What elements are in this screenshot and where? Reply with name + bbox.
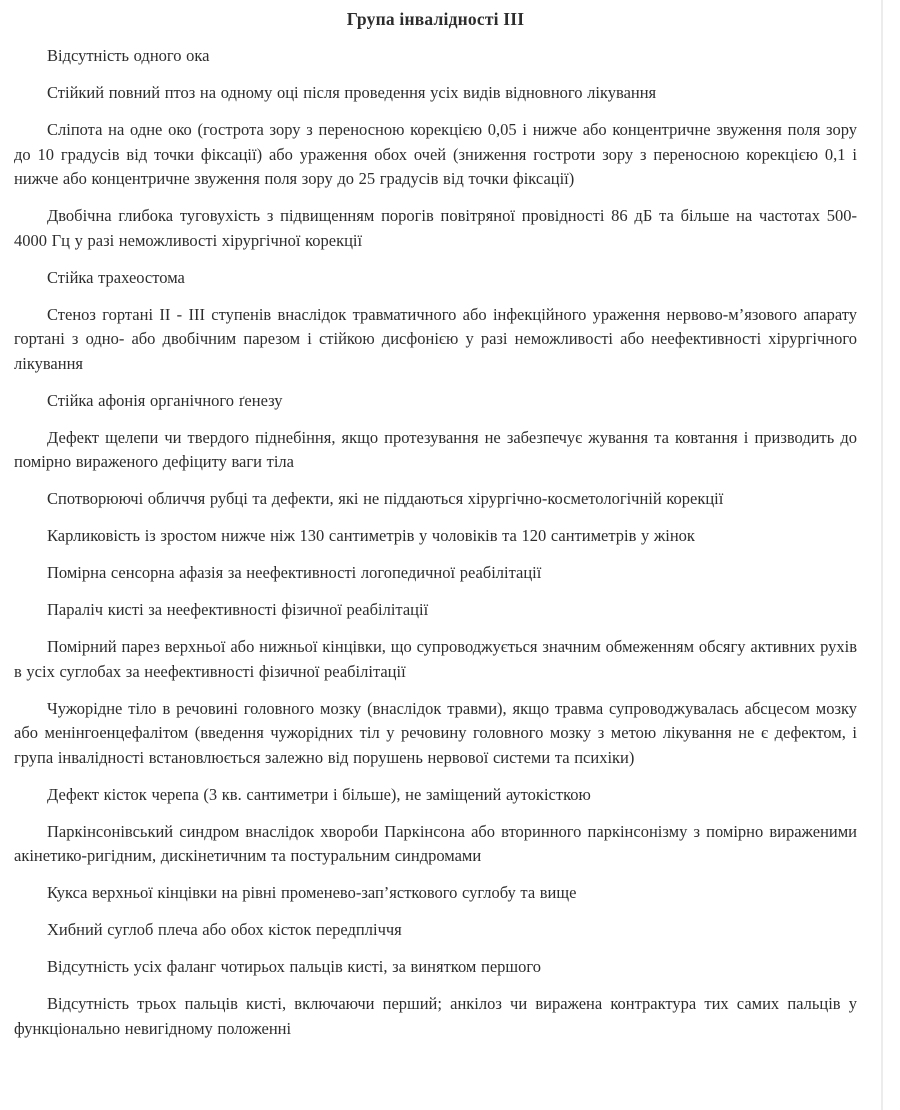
paragraph: Стеноз гортані II - III ступенів внаслідок травматичного або інфекційного ураження нервово-м’язового апарату гортані з одно- або двобічним парезом і стійкою дисфонією у разі неможливості або неефективності хірургічного лікування xyxy=(14,304,857,373)
paragraph: Чужорідне тіло в речовині головного мозку (внаслідок травми), якщо травма супроводжувалась абсцесом мозку або менінгоенцефалітом (введення чужорідних тіл у речовину головного мозку з метою лікування не є дефектом, і група інвалідності встановлюється залежно від порушень нервової системи та психіки) xyxy=(14,698,857,767)
paragraph: Відсутність одного ока xyxy=(47,46,210,65)
paragraph: Хибний суглоб плеча або обох кісток передпліччя xyxy=(47,920,402,939)
paragraph: Кукса верхньої кінцівки на рівні променево-зап’ясткового суглобу та вище xyxy=(47,883,577,902)
paragraph: Помірна сенсорна афазія за неефективності логопедичної реабілітації xyxy=(47,563,542,582)
paragraph: Дефект щелепи чи твердого піднебіння, якщо протезування не забезпечує жування та ковтання і призводить до помірно вираженого дефіциту ваги тіла xyxy=(14,427,857,471)
paragraph: Спотворюючі обличчя рубці та дефекти, які не піддаються хірургічно-косметологічній корекції xyxy=(47,489,724,508)
paragraph: Карликовість із зростом нижче ніж 130 сантиметрів у чоловіків та 120 сантиметрів у жінок xyxy=(47,526,695,545)
paragraph: Двобічна глибока туговухість з підвищенням порогів повітряної провідності 86 дБ та більше на частотах 500-4000 Гц у разі неможливості хірургічної корекції xyxy=(14,206,857,250)
paragraph: Параліч кисті за неефективності фізичної реабілітації xyxy=(47,600,429,619)
paragraph: Стійка афонія органічного ґенезу xyxy=(47,390,283,410)
paragraph: Дефект кісток черепа (3 кв. сантиметри і більше), не заміщений аутокісткою xyxy=(47,784,591,804)
paragraph: Сліпота на одне око (гострота зору з переносною корекцією 0,05 і нижче або концентричне звуження поля зору до 10 градусів від точки фіксації) або ураження обох очей (зниження гостроти зору з переносною корекцією 0,1 і нижче або концентричне звуження поля зору до 25 градусів від точки фіксації) xyxy=(14,120,857,188)
paragraph: Стійка трахеостома xyxy=(47,267,185,287)
paragraph: Помірний парез верхньої або нижньої кінцівки, що супроводжується значним обмеженням обсягу активних рухів в усіх суглобах за неефективності фізичної реабілітації xyxy=(14,637,857,681)
paragraph: Відсутність усіх фаланг чотирьох пальців кисті, за винятком першого xyxy=(47,957,541,976)
page-edge-line xyxy=(881,0,883,1110)
page-title: Група інвалідності III xyxy=(346,9,525,29)
paragraph: Відсутність трьох пальців кисті, включаючи перший; анкілоз чи виражена контрактура тих самих пальців у функціонально невигідному положенні xyxy=(14,994,857,1038)
paragraph: Стійкий повний птоз на одному оці після проведення усіх видів відновного лікування xyxy=(47,83,657,102)
paragraph: Паркінсонівський синдром внаслідок хвороби Паркінсона або вторинного паркінсонізму з помірно вираженими акінетико-ригідним, дискінетичним та постуральним синдромами xyxy=(14,821,857,865)
